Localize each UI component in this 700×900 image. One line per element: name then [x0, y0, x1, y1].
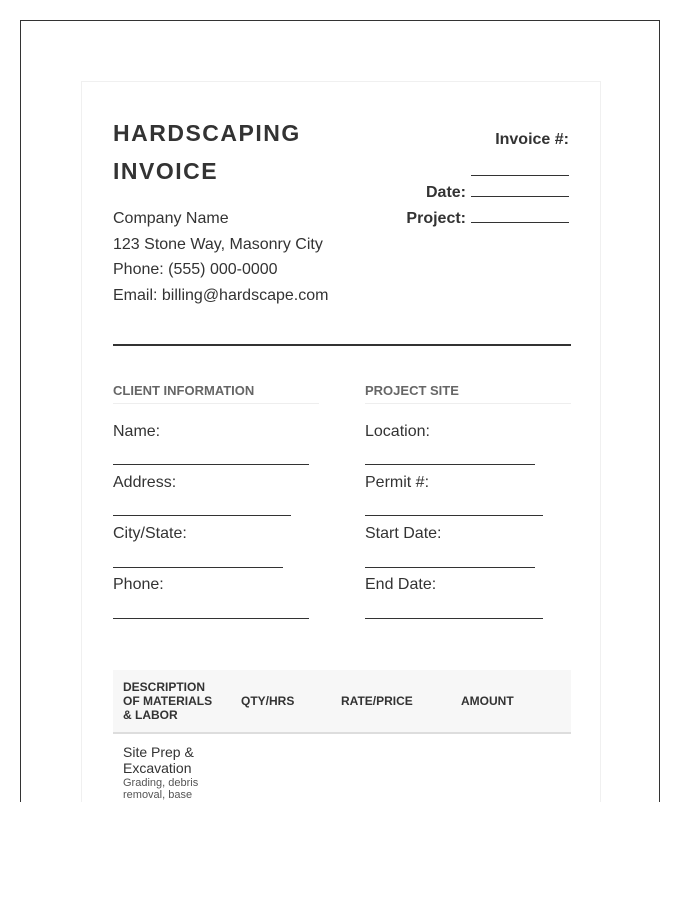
date-field[interactable]: [471, 183, 569, 197]
site-permit-field[interactable]: [365, 515, 543, 516]
invoice-number-label: Invoice #:: [495, 131, 569, 148]
column-header-amount: AMOUNT: [461, 694, 514, 708]
column-header-qty: QTY/HRS: [241, 694, 295, 708]
date-row: [426, 183, 569, 202]
header-divider: [113, 344, 571, 346]
row-item-detail: Grading, debris removal, base: [123, 777, 199, 801]
site-start-date-label: Start Date:: [365, 525, 442, 542]
site-end-date-field[interactable]: [365, 618, 543, 619]
company-info: [113, 206, 393, 308]
page-frame: [20, 20, 660, 802]
invoice-number-field[interactable]: [471, 175, 569, 176]
company-name: Company Name: [113, 210, 229, 227]
line-items-table: [113, 670, 571, 801]
site-location-label: Location:: [365, 423, 430, 440]
client-section: [113, 383, 319, 404]
invoice-sheet: [81, 81, 601, 802]
company-address: 123 Stone Way, Masonry City: [113, 235, 323, 253]
client-name-label: Name:: [113, 423, 161, 440]
site-section: [365, 383, 571, 404]
project-row: [406, 209, 569, 228]
column-header-rate: RATE/PRICE: [341, 694, 413, 708]
site-location-field[interactable]: [365, 464, 535, 465]
site-start-date-field[interactable]: [365, 567, 535, 568]
project-label: Project:: [406, 210, 466, 227]
company-email: Email: billing@hardscape.com: [113, 286, 329, 304]
site-section-title: PROJECT SITE: [365, 383, 571, 404]
client-section-title: CLIENT INFORMATION: [113, 383, 319, 404]
table-row: [113, 734, 571, 801]
client-phone-label: Phone:: [113, 576, 164, 593]
client-phone-field[interactable]: [113, 618, 309, 619]
client-city-state-label: City/State:: [113, 525, 187, 542]
site-permit-label: Permit #:: [365, 474, 430, 491]
client-name-field[interactable]: [113, 464, 309, 465]
table-header: [113, 670, 571, 734]
row-item-title: Site Prep & Excavation: [123, 744, 194, 776]
invoice-title: HARDSCAPING INVOICE: [113, 120, 301, 184]
site-end-date-label: End Date:: [365, 576, 437, 593]
client-address-field[interactable]: [113, 515, 291, 516]
column-header-description: DESCRIPTION OF MATERIALS & LABOR: [123, 680, 213, 722]
company-phone: Phone: (555) 000-0000: [113, 261, 278, 278]
date-label: Date:: [425, 184, 466, 201]
client-address-label: Address:: [113, 474, 177, 491]
project-field[interactable]: [471, 209, 569, 223]
client-city-state-field[interactable]: [113, 567, 283, 568]
